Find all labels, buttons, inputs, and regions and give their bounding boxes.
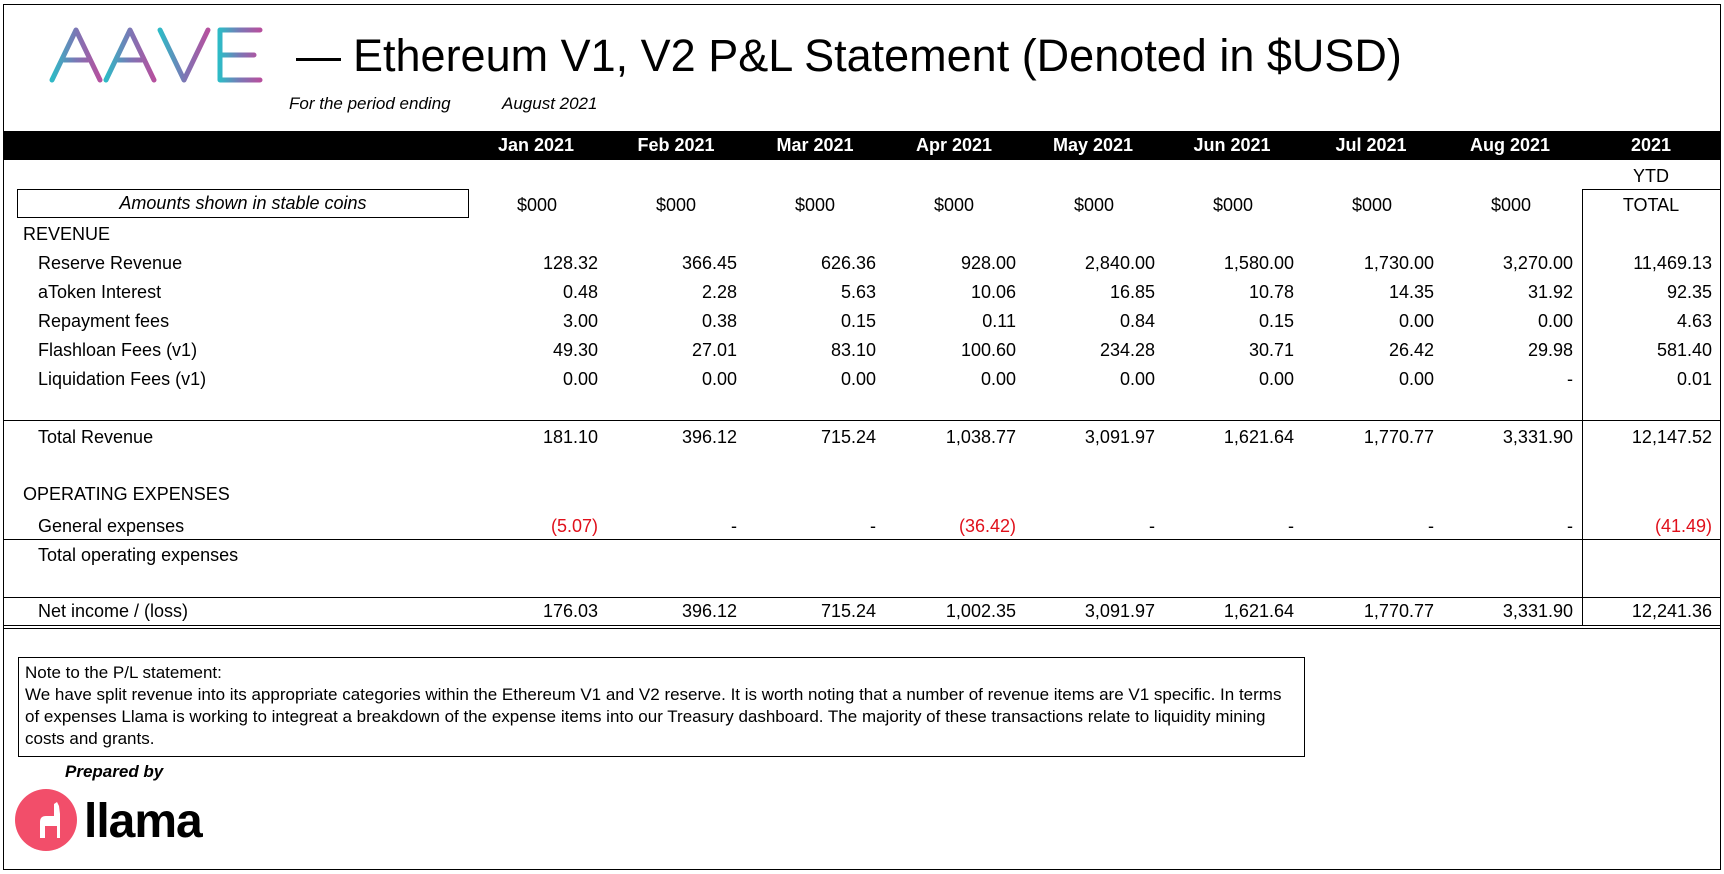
value-reserve-revenue-0: 128.32 xyxy=(542,253,598,273)
value-flashloan-fees-4: 234.28 xyxy=(1099,340,1155,360)
value-net-income-6: 1,770.77 xyxy=(1363,601,1434,621)
value-general-expenses-3: (36.42) xyxy=(958,516,1016,536)
value-total-revenue-4: 3,091.97 xyxy=(1084,427,1155,447)
value-net-income-0: 176.03 xyxy=(542,601,598,621)
value-repayment-fees-7: 0.00 xyxy=(1537,311,1573,331)
value-flashloan-fees-2: 83.10 xyxy=(830,340,876,360)
value-flashloan-fees-8: 581.40 xyxy=(1656,340,1712,360)
value-repayment-fees-5: 0.15 xyxy=(1258,311,1294,331)
value-reserve-revenue-2: 626.36 xyxy=(820,253,876,273)
unit-apr: $000 xyxy=(933,195,975,215)
value-repayment-fees-6: 0.00 xyxy=(1398,311,1434,331)
value-net-income-2: 715.24 xyxy=(820,601,876,621)
section-revenue: REVENUE xyxy=(23,224,111,244)
llama-icon xyxy=(14,788,78,852)
row-label-total-opex: Total operating expenses xyxy=(38,545,239,565)
unit-feb: $000 xyxy=(655,195,697,215)
row-label-liquidation-fees: Liquidation Fees (v1) xyxy=(38,369,207,389)
ytd-label: YTD xyxy=(1633,166,1669,186)
value-atoken-interest-3: 10.06 xyxy=(970,282,1016,302)
value-repayment-fees-4: 0.84 xyxy=(1119,311,1155,331)
value-total-revenue-8: 12,147.52 xyxy=(1631,427,1712,447)
col-header-feb: Feb 2021 xyxy=(637,135,715,155)
value-atoken-interest-2: 5.63 xyxy=(840,282,876,302)
value-flashloan-fees-0: 49.30 xyxy=(552,340,598,360)
value-general-expenses-5: - xyxy=(1288,516,1294,536)
value-reserve-revenue-1: 366.45 xyxy=(681,253,737,273)
value-total-revenue-0: 181.10 xyxy=(542,427,598,447)
value-liquidation-fees-1: 0.00 xyxy=(701,369,737,389)
col-header-jan: Jan 2021 xyxy=(497,135,575,155)
value-general-expenses-1: - xyxy=(731,516,737,536)
value-general-expenses-8: (41.49) xyxy=(1654,516,1712,536)
value-general-expenses-2: - xyxy=(870,516,876,536)
aave-logo xyxy=(48,26,268,86)
value-atoken-interest-1: 2.28 xyxy=(701,282,737,302)
value-liquidation-fees-4: 0.00 xyxy=(1119,369,1155,389)
section-opex: OPERATING EXPENSES xyxy=(23,484,230,504)
ytd-column-border xyxy=(1582,189,1583,625)
prepared-by-label: Prepared by xyxy=(65,762,164,781)
statement-title xyxy=(296,26,1402,86)
value-net-income-8: 12,241.36 xyxy=(1631,601,1712,621)
unit-mar: $000 xyxy=(794,195,836,215)
value-liquidation-fees-6: 0.00 xyxy=(1398,369,1434,389)
unit-may: $000 xyxy=(1073,195,1115,215)
value-atoken-interest-4: 16.85 xyxy=(1109,282,1155,302)
period-value: August 2021 xyxy=(502,94,598,113)
value-net-income-5: 1,621.64 xyxy=(1223,601,1294,621)
value-liquidation-fees-5: 0.00 xyxy=(1258,369,1294,389)
value-flashloan-fees-3: 100.60 xyxy=(960,340,1016,360)
value-liquidation-fees-7: - xyxy=(1567,369,1573,389)
row-label-repayment-fees: Repayment fees xyxy=(38,311,170,331)
value-net-income-1: 396.12 xyxy=(681,601,737,621)
total-opex-rule xyxy=(4,539,1720,540)
col-header-apr: Apr 2021 xyxy=(915,135,993,155)
net-income-rule-double xyxy=(4,628,1720,629)
llama-wordmark: llama xyxy=(84,795,202,848)
value-net-income-4: 3,091.97 xyxy=(1084,601,1155,621)
value-repayment-fees-3: 0.11 xyxy=(982,311,1016,331)
title-dash: — xyxy=(296,30,341,81)
total-revenue-rule xyxy=(4,420,1720,421)
value-repayment-fees-2: 0.15 xyxy=(840,311,876,331)
value-atoken-interest-7: 31.92 xyxy=(1527,282,1573,302)
title-text: Ethereum V1, V2 P&L Statement (Denoted in $USD) xyxy=(353,30,1402,81)
value-atoken-interest-0: 0.48 xyxy=(562,282,598,302)
value-liquidation-fees-3: 0.00 xyxy=(980,369,1016,389)
col-header-may: May 2021 xyxy=(1052,135,1134,155)
value-general-expenses-7: - xyxy=(1567,516,1573,536)
unit-jul: $000 xyxy=(1351,195,1393,215)
value-reserve-revenue-7: 3,270.00 xyxy=(1502,253,1573,273)
value-total-revenue-7: 3,331.90 xyxy=(1502,427,1573,447)
unit-jan: $000 xyxy=(516,195,558,215)
value-total-revenue-5: 1,621.64 xyxy=(1223,427,1294,447)
col-header-2021: 2021 xyxy=(1630,135,1672,155)
value-total-revenue-2: 715.24 xyxy=(820,427,876,447)
col-header-jun: Jun 2021 xyxy=(1193,135,1271,155)
statement-note xyxy=(18,657,1305,757)
value-total-revenue-3: 1,038.77 xyxy=(945,427,1016,447)
period-label: For the period ending xyxy=(289,94,451,113)
value-flashloan-fees-6: 26.42 xyxy=(1388,340,1434,360)
value-general-expenses-6: - xyxy=(1428,516,1434,536)
value-general-expenses-4: - xyxy=(1149,516,1155,536)
unit-total: TOTAL xyxy=(1622,195,1680,215)
value-repayment-fees-1: 0.38 xyxy=(701,311,737,331)
note-body: We have split revenue into its appropriate categories within the Ethereum V1 and V2 reserve. It is worth noting that a number of revenue items are V1 specific. In terms of expenses Llama is working to integreat a breakdown of the expense items into our Treasury dashboard. The majority of these transactions relate to liquidity mining costs and grants. xyxy=(25,685,1282,748)
value-total-revenue-1: 396.12 xyxy=(681,427,737,447)
unit-jun: $000 xyxy=(1212,195,1254,215)
row-label-flashloan-fees: Flashloan Fees (v1) xyxy=(38,340,198,360)
col-header-aug: Aug 2021 xyxy=(1469,135,1551,155)
value-reserve-revenue-4: 2,840.00 xyxy=(1084,253,1155,273)
value-atoken-interest-5: 10.78 xyxy=(1248,282,1294,302)
row-label-atoken-interest: aToken Interest xyxy=(38,282,162,302)
value-reserve-revenue-8: 11,469.13 xyxy=(1633,253,1712,273)
value-flashloan-fees-7: 29.98 xyxy=(1527,340,1573,360)
value-atoken-interest-6: 14.35 xyxy=(1388,282,1434,302)
value-reserve-revenue-5: 1,580.00 xyxy=(1223,253,1294,273)
col-header-jul: Jul 2021 xyxy=(1335,135,1407,155)
row-label-reserve-revenue: Reserve Revenue xyxy=(38,253,183,273)
value-repayment-fees-8: 4.63 xyxy=(1676,311,1712,331)
row-label-total-revenue: Total Revenue xyxy=(38,427,154,447)
value-atoken-interest-8: 92.35 xyxy=(1666,282,1712,302)
value-net-income-3: 1,002.35 xyxy=(945,601,1016,621)
col-header-mar: Mar 2021 xyxy=(776,135,854,155)
value-total-revenue-6: 1,770.77 xyxy=(1363,427,1434,447)
value-liquidation-fees-0: 0.00 xyxy=(562,369,598,389)
value-reserve-revenue-3: 928.00 xyxy=(960,253,1016,273)
value-reserve-revenue-6: 1,730.00 xyxy=(1363,253,1434,273)
value-repayment-fees-0: 3.00 xyxy=(562,311,598,331)
ytd-top-border xyxy=(1582,189,1720,190)
row-label-general-expenses: General expenses xyxy=(38,516,185,536)
amounts-note-box: Amounts shown in stable coins xyxy=(17,189,469,218)
note-heading: Note to the P/L statement: xyxy=(25,663,222,682)
unit-aug: $000 xyxy=(1490,195,1532,215)
net-income-rule-bottom xyxy=(4,625,1720,626)
value-liquidation-fees-8: 0.01 xyxy=(1676,369,1712,389)
net-income-rule-top xyxy=(4,597,1720,598)
value-net-income-7: 3,331.90 xyxy=(1502,601,1573,621)
value-flashloan-fees-1: 27.01 xyxy=(691,340,737,360)
value-flashloan-fees-5: 30.71 xyxy=(1248,340,1294,360)
value-general-expenses-0: (5.07) xyxy=(550,516,598,536)
row-label-net-income: Net income / (loss) xyxy=(38,601,189,621)
value-liquidation-fees-2: 0.00 xyxy=(840,369,876,389)
